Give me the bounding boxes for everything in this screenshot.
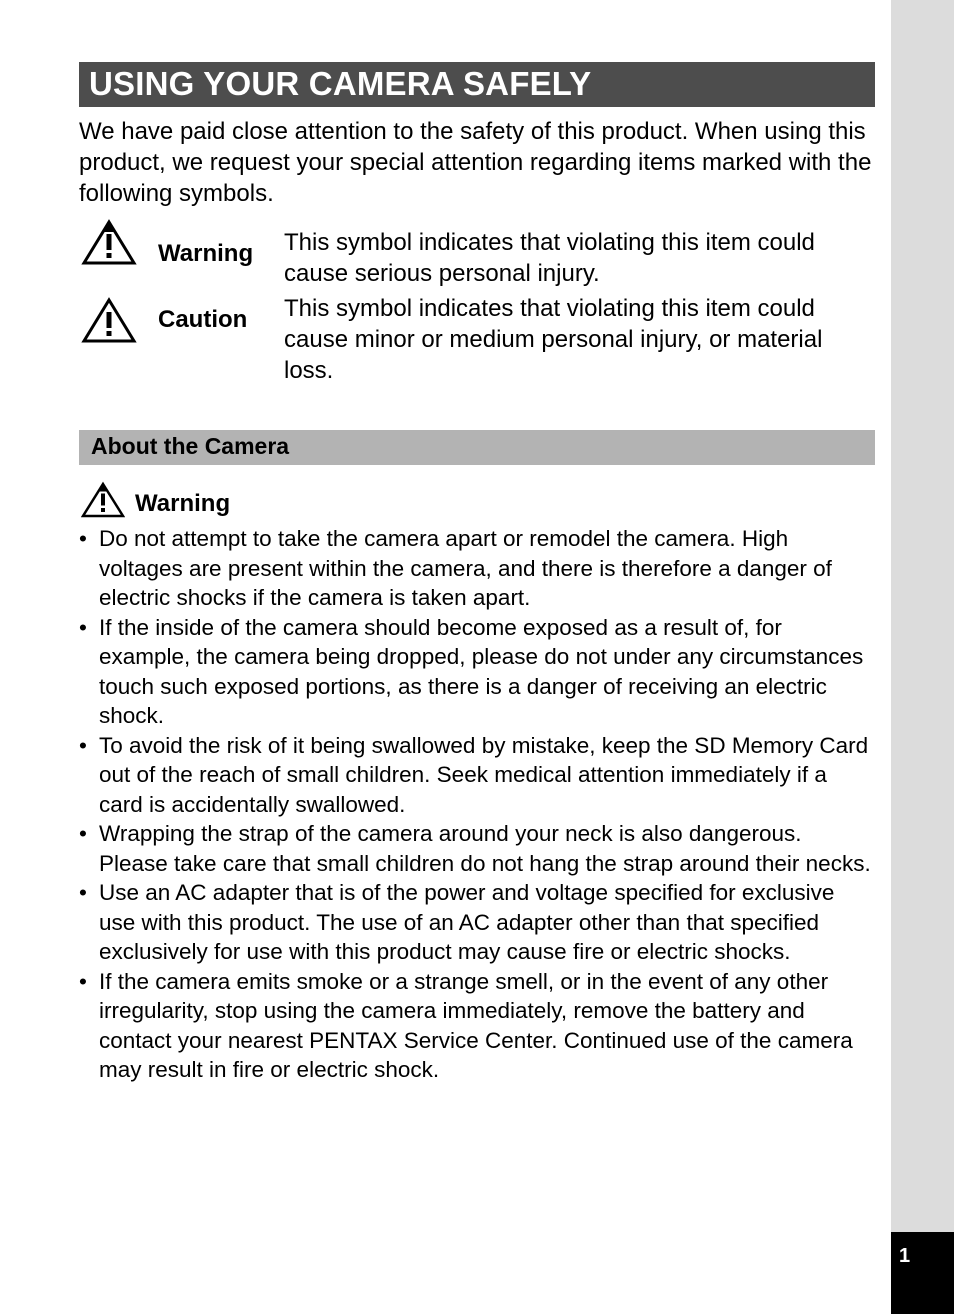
list-item-text: Wrapping the strap of the camera around your neck is also dangerous. Please take care that small children do not hang the strap around their necks. [99, 821, 871, 876]
list-item [79, 613, 875, 731]
bullet-glyph: • [79, 968, 87, 994]
warning-heading-icon [81, 481, 125, 519]
warning-description: This symbol indicates that violating this item could cause serious personal injury. [284, 229, 815, 287]
caution-description: This symbol indicates that violating this item could cause minor or medium personal injury, or material loss. [284, 295, 823, 384]
list-item [79, 819, 875, 878]
caution-label: Caution [158, 306, 248, 333]
list-item [79, 524, 875, 613]
list-item-text: Do not attempt to take the camera apart or remodel the camera. High voltages are present within the camera, and there is therefore a danger of electric shocks if the camera is taken apart. [99, 526, 832, 610]
warning-heading-label: Warning [135, 490, 231, 517]
list-item-text: If the inside of the camera should become exposed as a result of, for example, the camera being dropped, please do not under any circumstances touch such exposed portions, as there is a danger of receiving an electric shock. [99, 614, 864, 728]
list-item-text: Use an AC adapter that is of the power and voltage specified for exclusive use with this product. The use of an AC adapter other than that specified exclusively for use with this product may cause fire or electric shocks. [99, 880, 835, 964]
bullet-glyph: • [79, 526, 87, 551]
list-item-text: If the camera emits smoke or a strange smell, or in the event of any other irregularity, stop using the camera immediately, remove the battery and contact your nearest PENTAX Service Center. Continued use of the camera may result in fire or electric shock. [99, 968, 853, 1082]
side-strip [891, 0, 954, 1314]
bullet-glyph: • [79, 821, 87, 846]
bullet-glyph: • [79, 880, 87, 905]
intro-paragraph: We have paid close attention to the safety of this product. When using this product, we request your special attention regarding items marked with the following symbols. [79, 118, 872, 207]
caution-triangle-icon [81, 296, 137, 344]
section-header-bar [79, 430, 875, 465]
warning-list [79, 524, 875, 1085]
warning-triangle-icon [81, 218, 137, 266]
list-item [79, 878, 875, 967]
page-number: 1 [899, 1245, 911, 1267]
bullet-glyph: • [79, 732, 87, 758]
list-item [79, 731, 875, 820]
title-bar [79, 62, 875, 107]
warning-label: Warning [158, 240, 254, 267]
list-item-text: To avoid the risk of it being swallowed by mistake, keep the SD Memory Card out of the reach of small children. Seek medical attention immediately if a card is accidentally swallowed. [99, 732, 869, 817]
list-item [79, 967, 875, 1085]
page-title: USING YOUR CAMERA SAFELY [89, 65, 592, 102]
section-title: About the Camera [91, 433, 290, 459]
bullet-glyph: • [79, 614, 87, 640]
